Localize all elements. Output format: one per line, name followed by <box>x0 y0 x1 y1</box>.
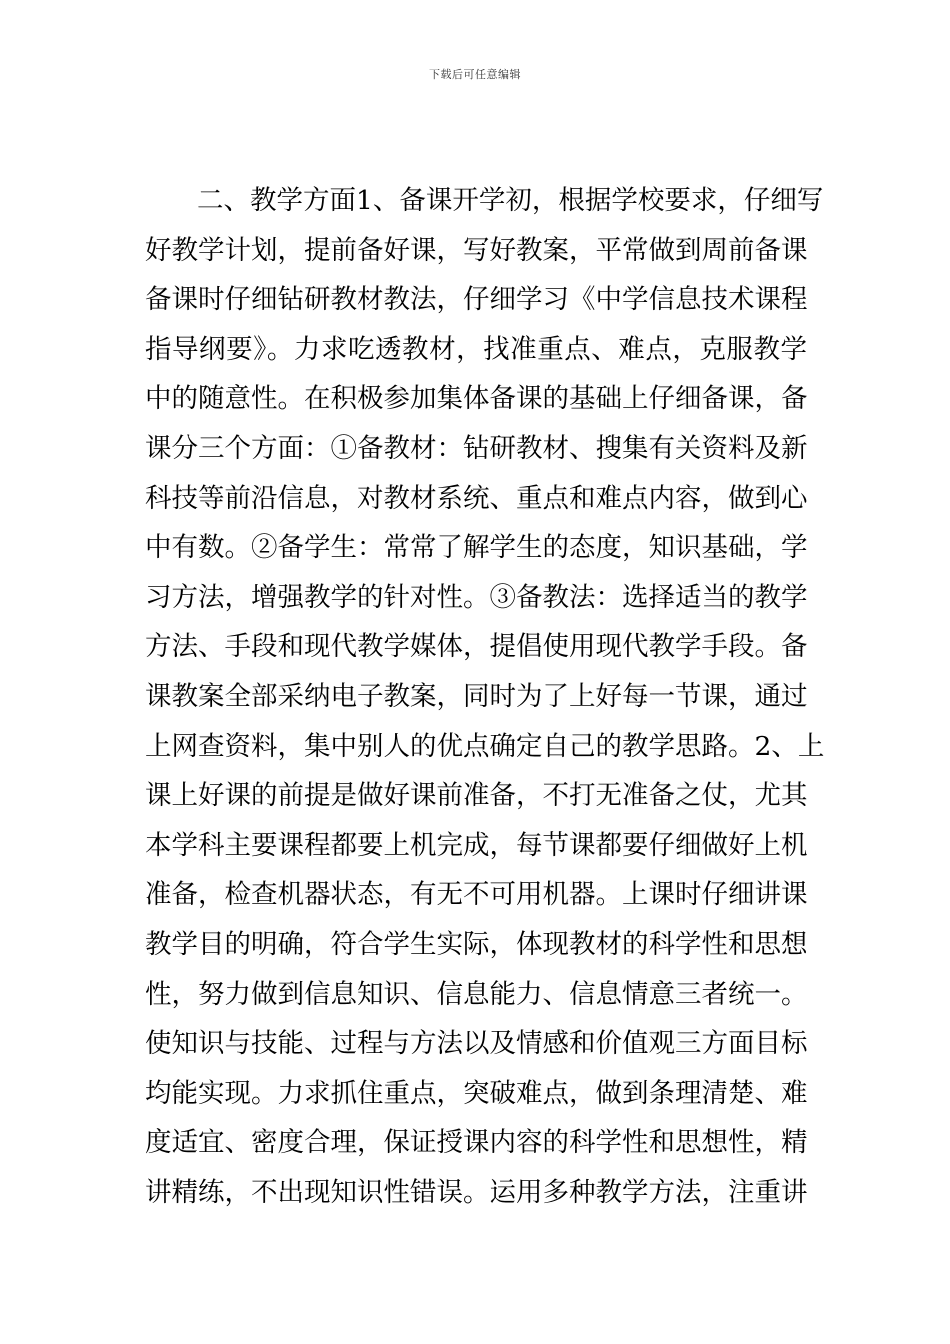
text-line: 方法、手段和现代教学媒体，提倡使用现代教学手段。备 <box>145 631 808 663</box>
text-line: 好教学计划，提前备好课，写好教案，平常做到周前备课 <box>145 234 808 266</box>
text-line: 中有数。②备学生：常常了解学生的态度，知识基础，学 <box>145 532 808 564</box>
text-line: 度适宜、密度合理，保证授课内容的科学性和思想性，精 <box>145 1127 808 1159</box>
text-line: 课上好课的前提是做好课前准备，不打无准备之仗，尤其 <box>145 780 808 812</box>
text-line: 准备，检查机器状态，有无不可用机器。上课时仔细讲课 <box>145 879 808 911</box>
text-line: 教学目的明确，符合学生实际，体现教材的科学性和思想 <box>145 928 808 960</box>
text-line: 科技等前沿信息，对教材系统、重点和难点内容，做到心 <box>145 482 808 514</box>
text-line: 习方法，增强教学的针对性。③备教法：选择适当的教学 <box>145 581 808 613</box>
text-line: 备课时仔细钻研教材教法，仔细学习《中学信息技术课程 <box>145 284 808 316</box>
text-line: 本学科主要课程都要上机完成，每节课都要仔细做好上机 <box>145 829 808 861</box>
text-line: 课分三个方面：①备教材：钻研教材、搜集有关资料及新 <box>145 432 808 464</box>
text-line: 均能实现。力求抓住重点，突破难点，做到条理清楚、难 <box>145 1077 808 1109</box>
text-line: 指导纲要》。力求吃透教材，找准重点、难点，克服教学 <box>145 333 807 365</box>
text-line: 讲精练，不出现知识性错误。运用多种教学方法，注重讲 <box>145 1176 808 1208</box>
text-line: 使知识与技能、过程与方法以及情感和价值观三方面目标 <box>145 1028 808 1060</box>
page-header: 下载后可任意编辑 <box>429 68 521 81</box>
text-line: 中的随意性。在积极参加集体备课的基础上仔细备课，备 <box>145 383 808 415</box>
text-line: 性，努力做到信息知识、信息能力、信息情意三者统一。 <box>145 978 808 1010</box>
text-line: 二、教学方面1、备课开学初，根据学校要求，仔细写 <box>197 185 824 216</box>
body-text <box>145 176 825 1217</box>
text-line: 课教案全部采纳电子教案，同时为了上好每一节课，通过 <box>145 680 808 712</box>
text-line: 上网查资料，集中别人的优点确定自己的教学思路。2、上 <box>145 730 825 762</box>
